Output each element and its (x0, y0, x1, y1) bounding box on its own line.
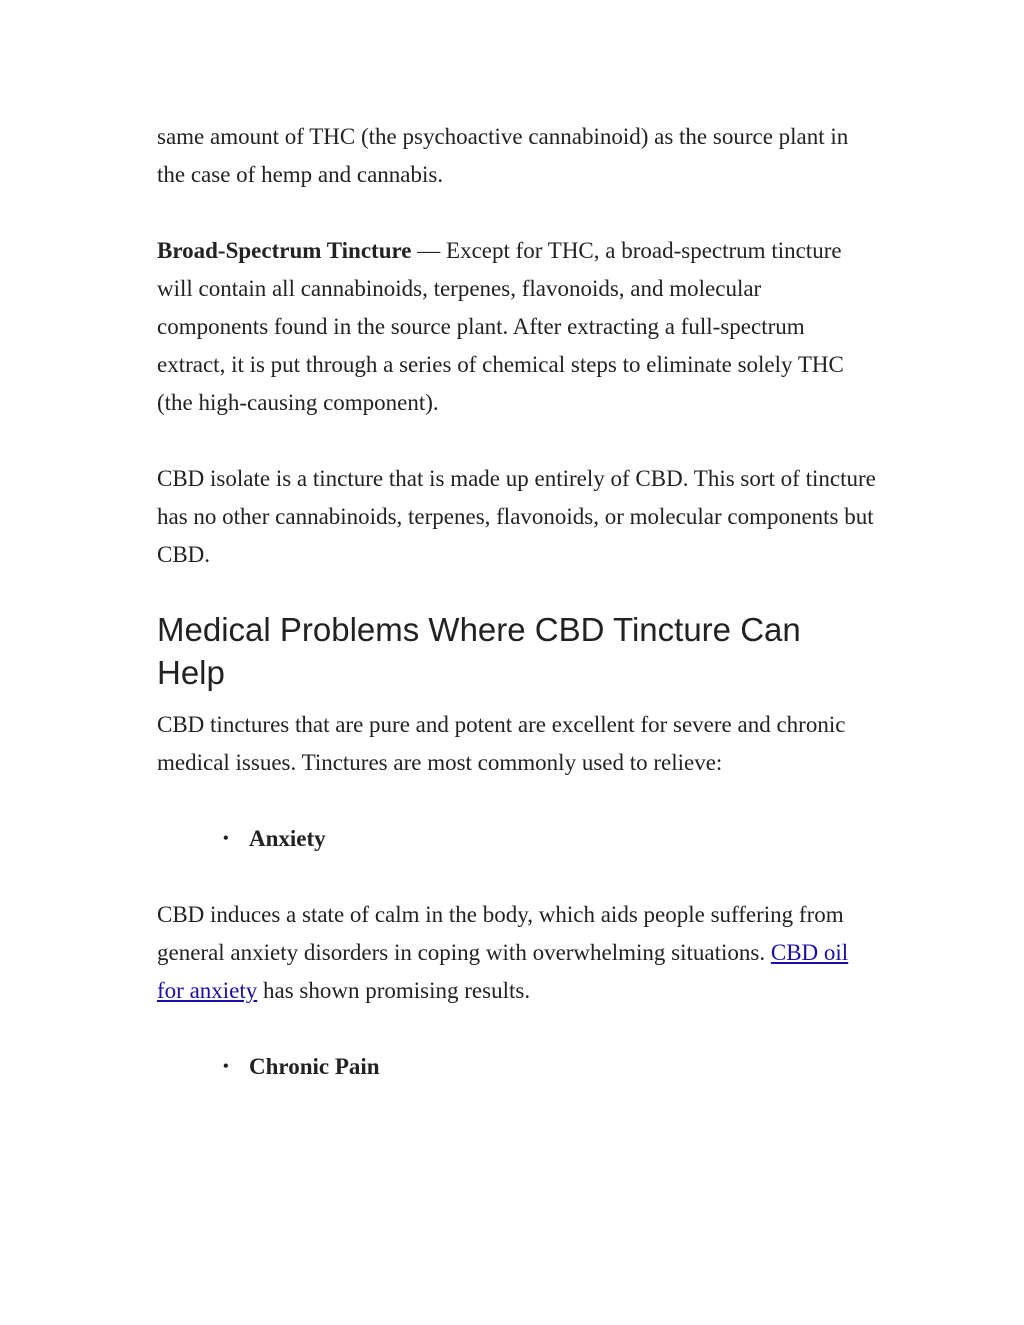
bullet-icon: • (223, 1058, 229, 1075)
paragraph-anxiety (157, 896, 877, 1010)
list-item-label: Chronic Pain (249, 1054, 380, 1079)
bullet-icon: • (223, 830, 229, 847)
section-heading: Medical Problems Where CBD Tincture Can Help (157, 611, 801, 691)
broad-spectrum-term: Broad-Spectrum Tincture (157, 238, 412, 263)
document-page (157, 118, 877, 1124)
anxiety-text-after: has shown promising results. (257, 978, 531, 1003)
list-item-label: Anxiety (249, 826, 326, 851)
paragraph-thc-amount: same amount of THC (the psychoactive cannabinoid) as the source plant in the case of hemp and cannabis. (157, 124, 849, 187)
paragraph-cbd-isolate: CBD isolate is a tincture that is made up entirely of CBD. This sort of tincture has no other cannabinoids, terpenes, flavonoids, or molecular components but CBD. (157, 466, 876, 567)
paragraph-intro: CBD tinctures that are pure and potent are excellent for severe and chronic medical issues. Tinctures are most commonly used to relieve: (157, 712, 846, 775)
list-item-anxiety (157, 820, 877, 858)
cbd-oil-anxiety-link[interactable]: CBD oil for anxiety (157, 940, 849, 1003)
anxiety-text-before: CBD induces a state of calm in the body, which aids people suffering from general anxiety disorders in coping with overwhelming situations. (157, 902, 844, 965)
list-item-chronic-pain (157, 1048, 877, 1086)
list-chronic-pain (157, 1048, 877, 1086)
paragraph-broad-spectrum (157, 232, 877, 422)
list-anxiety (157, 820, 877, 858)
broad-spectrum-description: — Except for THC, a broad-spectrum tincture will contain all cannabinoids, terpenes, flavonoids, and molecular components found in the source plant. After extracting a full-spectrum extract, it is put through a series of chemical steps to eliminate solely THC (the high-causing component). (157, 238, 844, 415)
